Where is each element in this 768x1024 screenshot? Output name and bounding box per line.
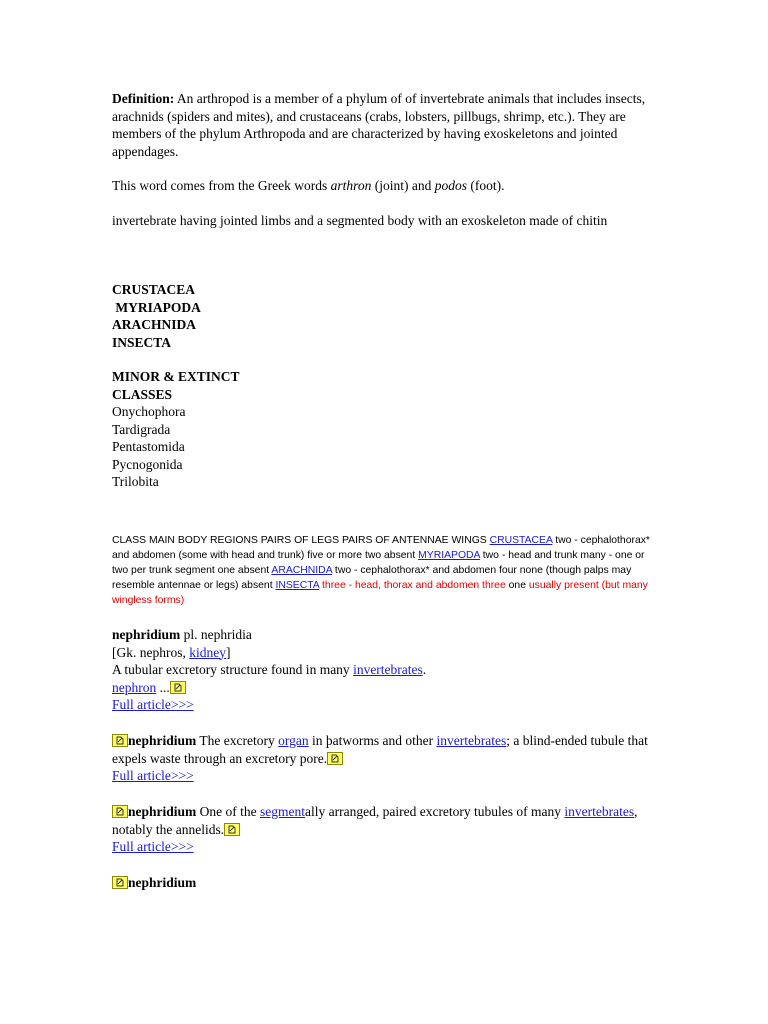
link-myriapoda[interactable]: MYRIAPODA — [418, 550, 480, 562]
etymology-text: (foot). — [466, 178, 505, 193]
entry-description: , notably the annelids. — [112, 804, 638, 837]
table-text: CLASS MAIN BODY REGIONS PAIRS OF LEGS PAIRS OF ANTENNAE WINGS — [112, 535, 490, 547]
full-article-link[interactable]: Full article>>> — [112, 697, 194, 712]
minor-heading: CLASSES — [112, 386, 173, 402]
minor-class-item: Onychophora — [112, 404, 186, 419]
definition-label: Definition: — [112, 91, 175, 106]
minor-class-item: Pentastomida — [112, 439, 185, 454]
greek-word-podos: podos — [434, 178, 467, 193]
minor-heading: MINOR & EXTINCT — [112, 369, 240, 384]
table-text: two - head and trunk many - one or two per trunk segment one absent — [112, 550, 645, 577]
entry-term: nephridium — [112, 627, 181, 642]
link-organ[interactable]: organ — [278, 733, 309, 748]
etymology-text: This word comes from the Greek words — [112, 178, 331, 193]
full-article-link[interactable]: Full article>>> — [112, 839, 194, 854]
entry-plural: pl. nephridia — [180, 627, 252, 642]
entry-description: ; a blind-ended tubule that expels waste through an excretory pore. — [112, 733, 648, 766]
short-definition: invertebrate having jointed limbs and a segmented body with an exoskeleton made of chitin — [112, 213, 608, 228]
definition-paragraph — [112, 90, 652, 160]
entry-1 — [112, 626, 652, 714]
definition-text: An arthropod is a member of a phylum of of invertebrate animals that includes insects, arachnids (spiders and mites), and crustaceans (crabs, lobsters, pillbugs, shrimp, etc.). They are members of the phylum Arthropoda and are characterized by having exoskeletons and jointed appendages. — [112, 91, 646, 159]
link-invertebrates[interactable]: invertebrates — [564, 804, 635, 819]
link-crustacea[interactable]: CRUSTACEA — [489, 535, 553, 547]
book-pencil-icon[interactable] — [224, 823, 240, 836]
book-pencil-icon[interactable] — [170, 681, 186, 694]
entry-3 — [112, 803, 652, 856]
class-item: ARACHNIDA — [112, 317, 196, 332]
link-segment[interactable]: segment — [260, 804, 306, 819]
entry-etymology: [Gk. nephros, — [112, 644, 190, 660]
entry-description: in þatworms and other — [308, 733, 437, 748]
entry-term: nephridium — [128, 875, 197, 890]
entry-2 — [112, 732, 652, 785]
entry-etymology: ] — [226, 644, 231, 660]
entry-description: . — [422, 662, 427, 677]
entry-description: A tubular excretory structure found in many — [112, 662, 354, 677]
full-article-link[interactable]: Full article>>> — [112, 768, 194, 783]
table-text-red: three - head, thorax and abdomen three — [319, 580, 506, 592]
entry-4 — [112, 874, 652, 892]
class-list — [112, 281, 201, 351]
etymology-paragraph — [112, 177, 504, 195]
entry-description: One of the — [196, 804, 261, 819]
class-item: CRUSTACEA — [112, 282, 196, 297]
book-pencil-icon[interactable] — [112, 734, 128, 747]
link-kidney[interactable]: kidney — [189, 644, 226, 660]
entry-description: The excretory — [196, 733, 279, 748]
table-text-red: usually present (but many wingless forms) — [112, 580, 648, 607]
link-invertebrates[interactable]: invertebrates — [436, 733, 507, 748]
minor-class-item: Tardigrada — [112, 421, 171, 437]
entry-ellipsis: ... — [156, 679, 170, 695]
link-arachnida[interactable]: ARACHNIDA — [271, 565, 333, 577]
minor-class-item: Pycnogonida — [112, 456, 183, 472]
entry-term: nephridium — [128, 733, 197, 748]
link-nephron[interactable]: nephron — [112, 679, 157, 695]
class-item: INSECTA — [112, 334, 172, 350]
greek-word-arthron: arthron — [330, 178, 372, 193]
minor-classes-block — [112, 368, 240, 491]
entry-description: ally arranged, paired excretory tubules of many — [305, 804, 565, 819]
book-pencil-icon[interactable] — [112, 805, 128, 818]
minor-class-item: Trilobita — [112, 474, 159, 489]
link-invertebrates[interactable]: invertebrates — [353, 662, 423, 677]
table-text: two - cephalothorax* and abdomen (some with head and trunk) five or more two absent — [112, 535, 650, 562]
link-insecta[interactable]: INSECTA — [275, 580, 320, 592]
book-pencil-icon[interactable] — [327, 752, 343, 765]
table-text: one — [505, 580, 529, 592]
etymology-text: (joint) and — [371, 178, 435, 193]
class-table-text — [112, 533, 660, 608]
book-pencil-icon[interactable] — [112, 876, 128, 889]
table-text: two - cephalothorax* and abdomen four none (though palps may resemble antennae or legs) absent — [112, 565, 632, 592]
class-item: MYRIAPODA — [112, 299, 201, 315]
entry-term: nephridium — [128, 804, 197, 819]
